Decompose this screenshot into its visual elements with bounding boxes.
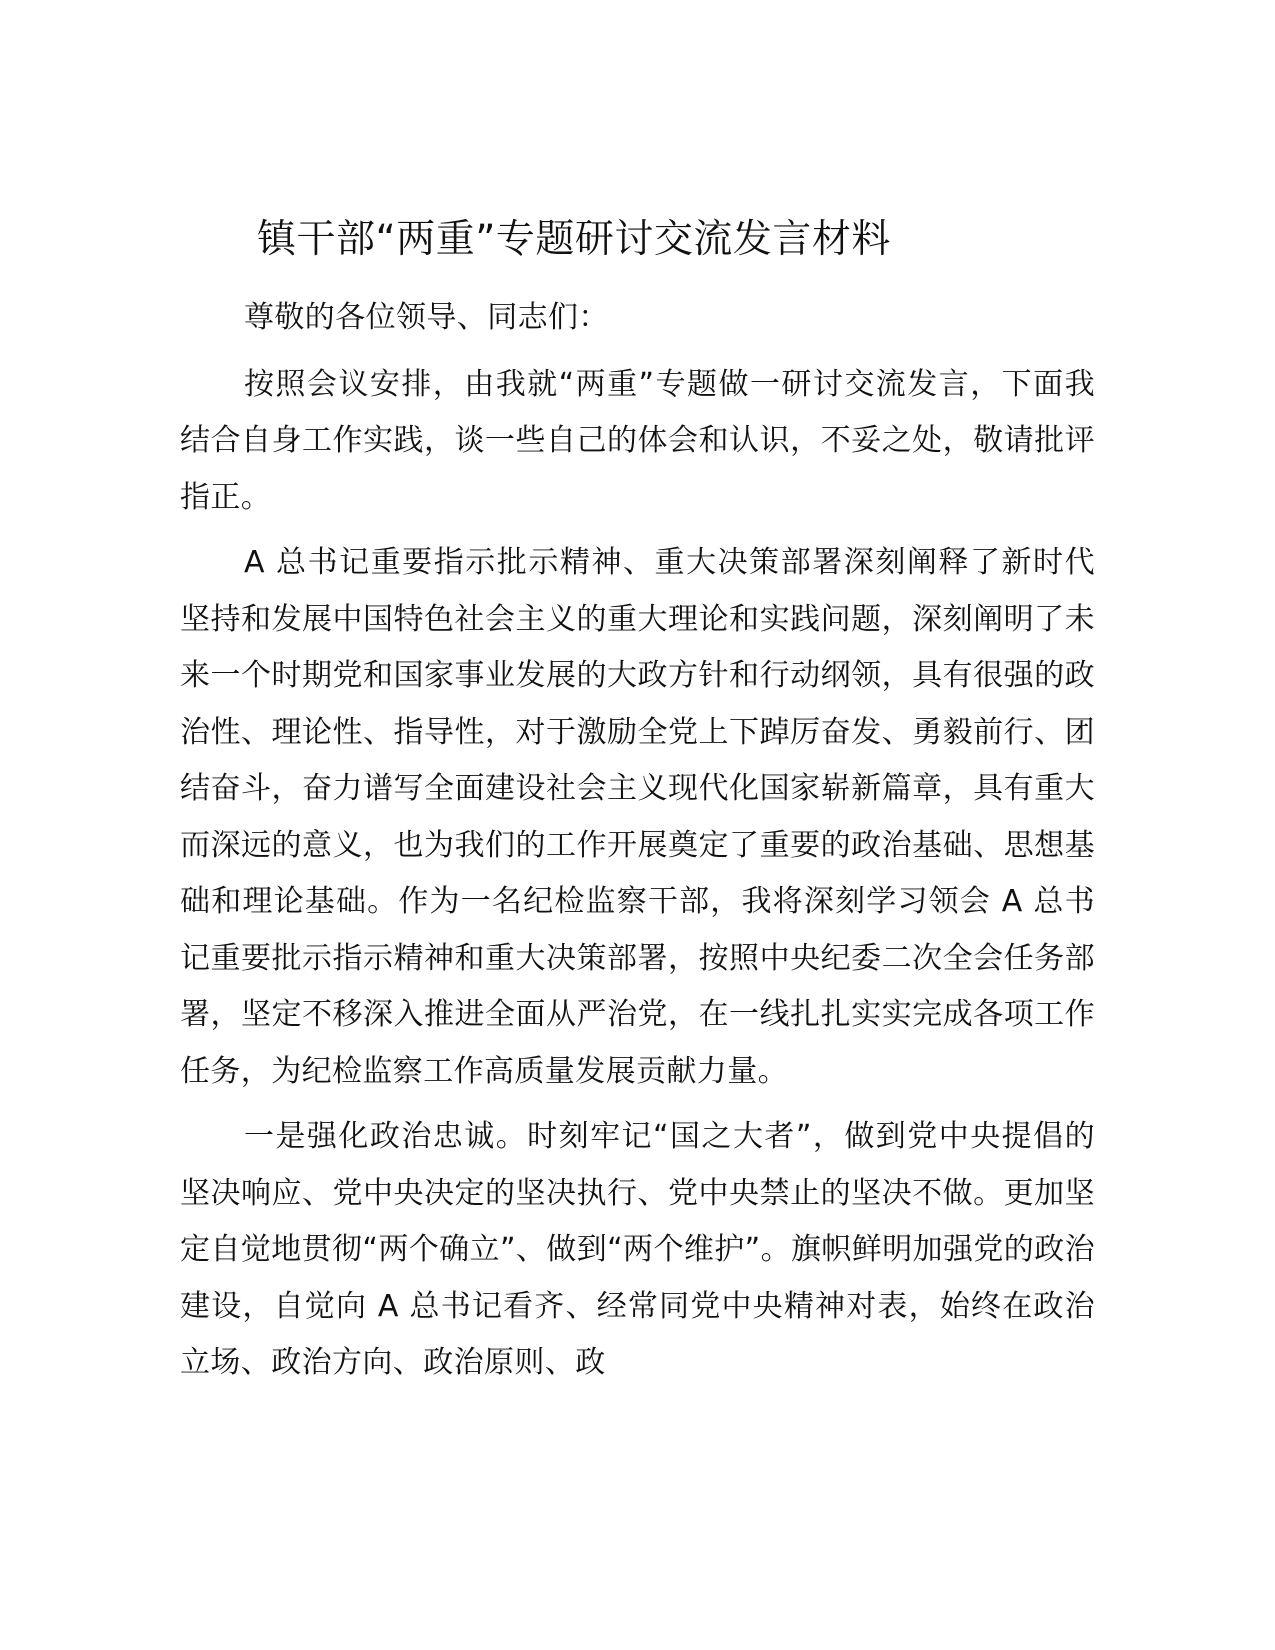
document-body: [180, 208, 1095, 1401]
paragraph-main: A 总书记重要指示批示精神、重大决策部署深刻阐释了新时代坚持和发展中国特色社会主义的重大理论和实践问题，深刻阐明了未来一个时期党和国家事业发展的大政方针和行动纲领，具有很强的政治性、理论性、指导性，对于激励全党上下踔厉奋发、勇毅前行、团结奋斗，奋力谱写全面建设社会主义现代化国家崭新篇章，具有重大而深远的意义，也为我们的工作开展奠定了重要的政治基础、思想基础和理论基础。作为一名纪检监察干部，我将深刻学习领会 A 总书记重要批示指示精神和重大决策部署，按照中央纪委二次全会任务部署，坚定不移深入推进全面从严治党，在一线扎扎实实完成各项工作任务，为纪检监察工作高质量发展贡献力量。: [180, 545, 1095, 1089]
paragraph-point-one: 一是强化政治忠诚。时刻牢记“国之大者”，做到党中央提倡的坚决响应、党中央决定的坚决执行、党中央禁止的坚决不做。更加坚定自觉地贯彻“两个确立”、做到“两个维护”。旗帜鲜明加强党的政治建设，自觉向 A 总书记看齐、经常同党中央精神对表，始终在政治立场、政治方向、政治原则、政: [180, 1119, 1095, 1380]
document-title: 镇干部“两重”专题研讨交流发言材料: [257, 217, 891, 262]
paragraph-intro: 按照会议安排，由我就“两重”专题做一研讨交流发言，下面我结合自身工作实践，谈一些自己的体会和认识，不妥之处，敬请批评指正。: [180, 366, 1095, 515]
salutation: 尊敬的各位领导、同志们：: [244, 300, 609, 335]
